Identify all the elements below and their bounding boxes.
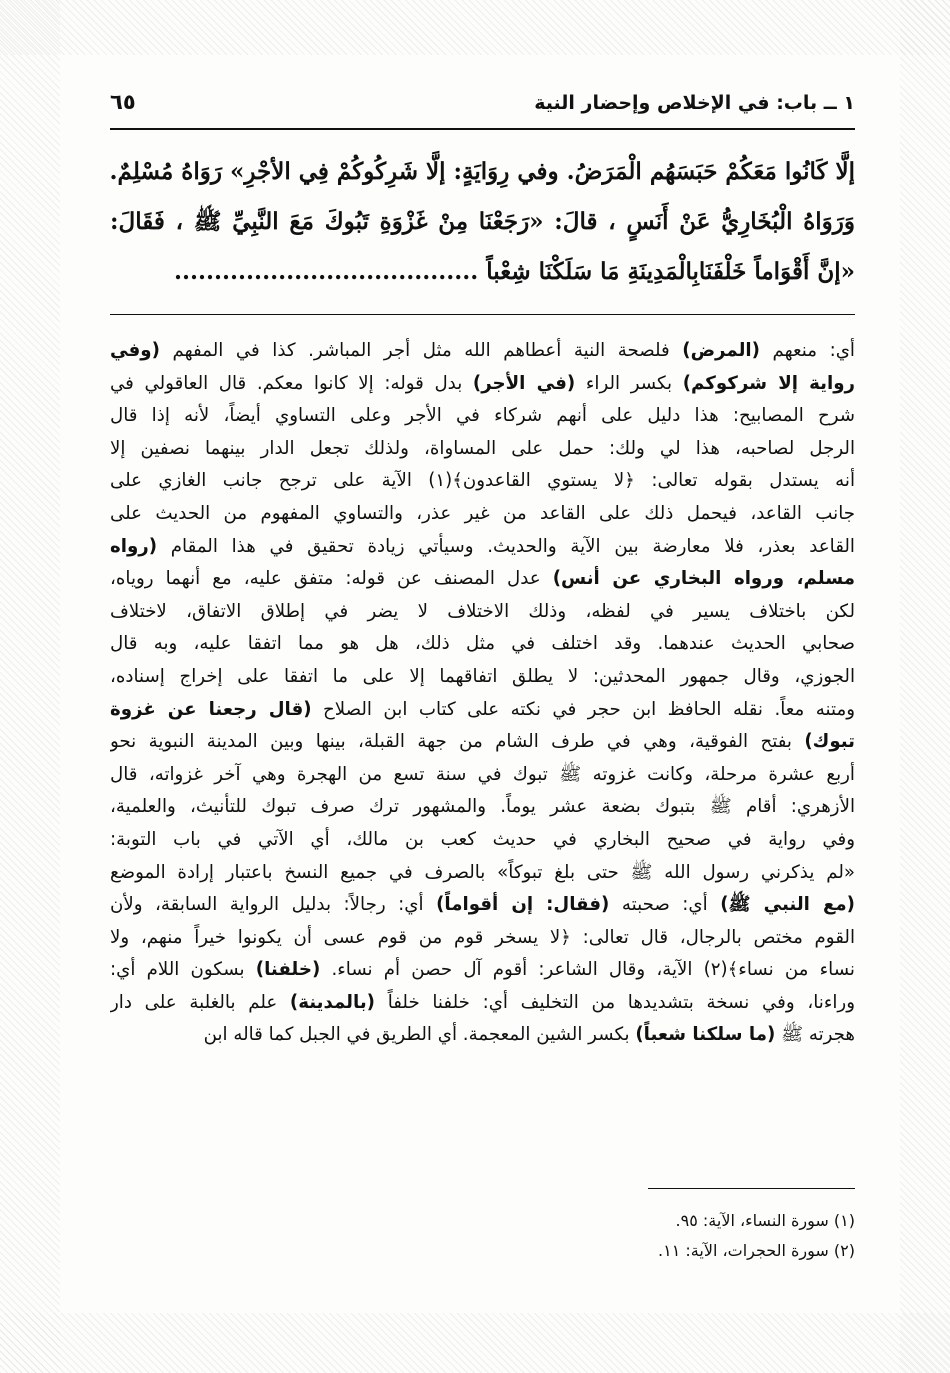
scan-edge-top — [0, 0, 950, 55]
commentary-text — [110, 335, 855, 1052]
commentary-line: القوم مختص بالرجال، قال تعالى: ﴿لا يسخر قوم من قوم عسى أن يكونوا خيراً منهم، ولا — [110, 926, 855, 948]
bold-quote: (في الأجر) — [472, 372, 576, 394]
chapter-title: ١ ــ باب: في الإخلاص وإحضار النية — [534, 92, 855, 114]
bold-quote: مسلم، ورواه البخاري عن أنس) — [552, 568, 855, 590]
bold-quote: (قال رجعنا عن غزوة — [110, 698, 312, 720]
footnote: (٢) سورة الحجرات، الآية: ١١. — [658, 1241, 855, 1260]
scan-edge-bottom — [0, 1313, 950, 1373]
scan-edge-left — [0, 0, 60, 1373]
commentary-line: «لم يذكرني رسول الله ﷺ حتى بلغ تبوكاً» بالصرف في جميع النسخ باعتبار إرادة الموضع — [110, 861, 855, 883]
hadith-text — [110, 147, 855, 297]
commentary-line: القاعد بعذر، فلا معارضة بين الآية والحديث. وسيأتي زيادة تحقيق في هذا المقام (رواه — [110, 535, 855, 557]
commentary-line: نساء من نساء﴾(٢) الآية، وقال الشاعر: أقوم آل حصن أم نساء. (خلفنا) بسكون اللام أي: — [110, 959, 855, 981]
commentary-line: الأزهري: أقام ﷺ بتبوك بضعة عشر يوماً. والمشهور ترك صرف تبوك للتأنيث، والعلمية، — [110, 796, 855, 818]
bold-quote: (المرض) — [682, 340, 760, 361]
commentary-line: ومتنه معاً. نقله الحافظ ابن حجر في نكته على كتاب ابن الصلاح (قال رجعنا عن غزوة — [110, 698, 855, 720]
commentary-line: هجرته ﷺ (ما سلكنا شعباً) بكسر الشين المعجمة. أي الطريق في الجبل كما قاله ابن — [203, 1024, 855, 1046]
commentary-line: رواية إلا شركوكم) بكسر الراء (في الأجر) بدل قوله: إلا كانوا معكم. قال العاقولي في — [110, 372, 855, 394]
header-rule — [110, 128, 855, 130]
commentary-line: أي: منعهم (المرض) فلصحة النية أعطاهم الله مثل أجر المباشر. كذا في المفهم (وفي — [110, 340, 855, 361]
commentary-line: أنه يستدل بقوله تعالى: ﴿لا يستوي القاعدون﴾(١) الآية على ترجح جانب الغازي على — [110, 470, 855, 492]
running-header — [110, 88, 855, 128]
commentary-line: شرح المصابيح: هذا دليل على أنهم شركاء في الأجر وعلى التساوي أيضاً، لأنه إذا قال — [110, 405, 855, 427]
hadith-line: إلَّا كَانُوا مَعَكُمْ حَبَسَهُم الْمَرَضُ. وفي رِوَايَةٍ: إلَّا شَرِكُوكُمْ فِي الأجْرِ» رَوَاهُ مُسْلِمٌ. — [110, 158, 855, 185]
commentary-line: وفي رواية في صحيح البخاري في حديث كعب بن مالك، أي الآتي في باب التوبة: — [110, 828, 855, 850]
bold-quote: (رواه — [110, 535, 158, 557]
commentary-line: لكن باختلاف يسير في لفظه، وذلك الاختلاف لا يضر في إطلاق الاتفاق، لاختلاف — [110, 600, 855, 622]
page-number: ٦٥ — [110, 90, 136, 114]
bold-quote: (وفي — [110, 340, 160, 361]
hadith-line: «إنَّ أَقْوَاماً خَلْفَنَابِالْمَدِينَةِ مَا سَلَكْنَا شِعْباً ...................................... — [173, 258, 855, 285]
bold-quote: (فقال: إن أقواماً) — [436, 894, 610, 916]
bold-quote: رواية إلا شركوكم) — [682, 372, 855, 394]
commentary-line: الرجل لصاحبه، هذا لي ولك: حمل على المساواة، ولذلك تجعل الدار بينهما نصفين إلا — [110, 437, 855, 459]
bold-quote: (ما سلكنا شعباً) — [635, 1024, 776, 1046]
commentary-line: الجوزي، وقال جمهور المحدثين: لا يطلق اتفاقهما إلا على ما اتفقا على إخراج إسناده، — [110, 665, 855, 687]
separator-rule — [110, 314, 855, 315]
bold-quote: (مع النبي ﷺ) — [720, 894, 855, 916]
commentary-line: أربع عشرة مرحلة، وكانت غزوته ﷺ تبوك في سنة تسع من الهجرة وهي آخر غزواته، قال — [110, 763, 855, 785]
commentary-line: صحابي الحديث عندهما. وقد اختلف في مثل ذلك، هل هو مما اتفقا عليه، وبه قال — [110, 633, 855, 655]
footnote: (١) سورة النساء، الآية: ٩٥. — [675, 1211, 855, 1230]
bold-quote: (خلفنا) — [255, 959, 321, 981]
commentary-line: وراءنا، وفي نسخة بتشديدها من التخليف أي: خلفنا خلفاً (بالمدينة) علم بالغلبة على دار — [110, 991, 855, 1013]
bold-quote: (بالمدينة) — [289, 991, 375, 1013]
hadith-line: وَرَوَاهُ الْبُخَارِيُّ عَنْ أَنَسٍ ، قالَ: «رَجَعْنَا مِنْ غَزْوَةِ تَبُوكَ مَعَ النَّبِيِّ ﷺ ، فَقَالَ: — [110, 208, 855, 235]
commentary-line: (مع النبي ﷺ) أي: صحبته (فقال: إن أقواماً) أي: رجالاً: بدليل الرواية السابقة، ولأن — [110, 894, 855, 916]
commentary-line: تبوك) بفتح الفوقية، وهي في طرف الشام من جهة القبلة، بينها وبين المدينة النبوية نحو — [110, 731, 855, 753]
footnotes — [110, 1206, 855, 1266]
bold-quote: تبوك) — [804, 731, 855, 753]
commentary-line: جانب القاعد، فيحمل ذلك على القاعد من غير عذر، والتساوي المفهوم من الحديث على — [110, 502, 855, 524]
commentary-line: مسلم، ورواه البخاري عن أنس) عدل المصنف عن قوله: متفق عليه، مع أنهما روياه، — [110, 568, 855, 590]
footnote-rule — [648, 1188, 855, 1189]
scan-edge-right — [900, 0, 950, 1373]
